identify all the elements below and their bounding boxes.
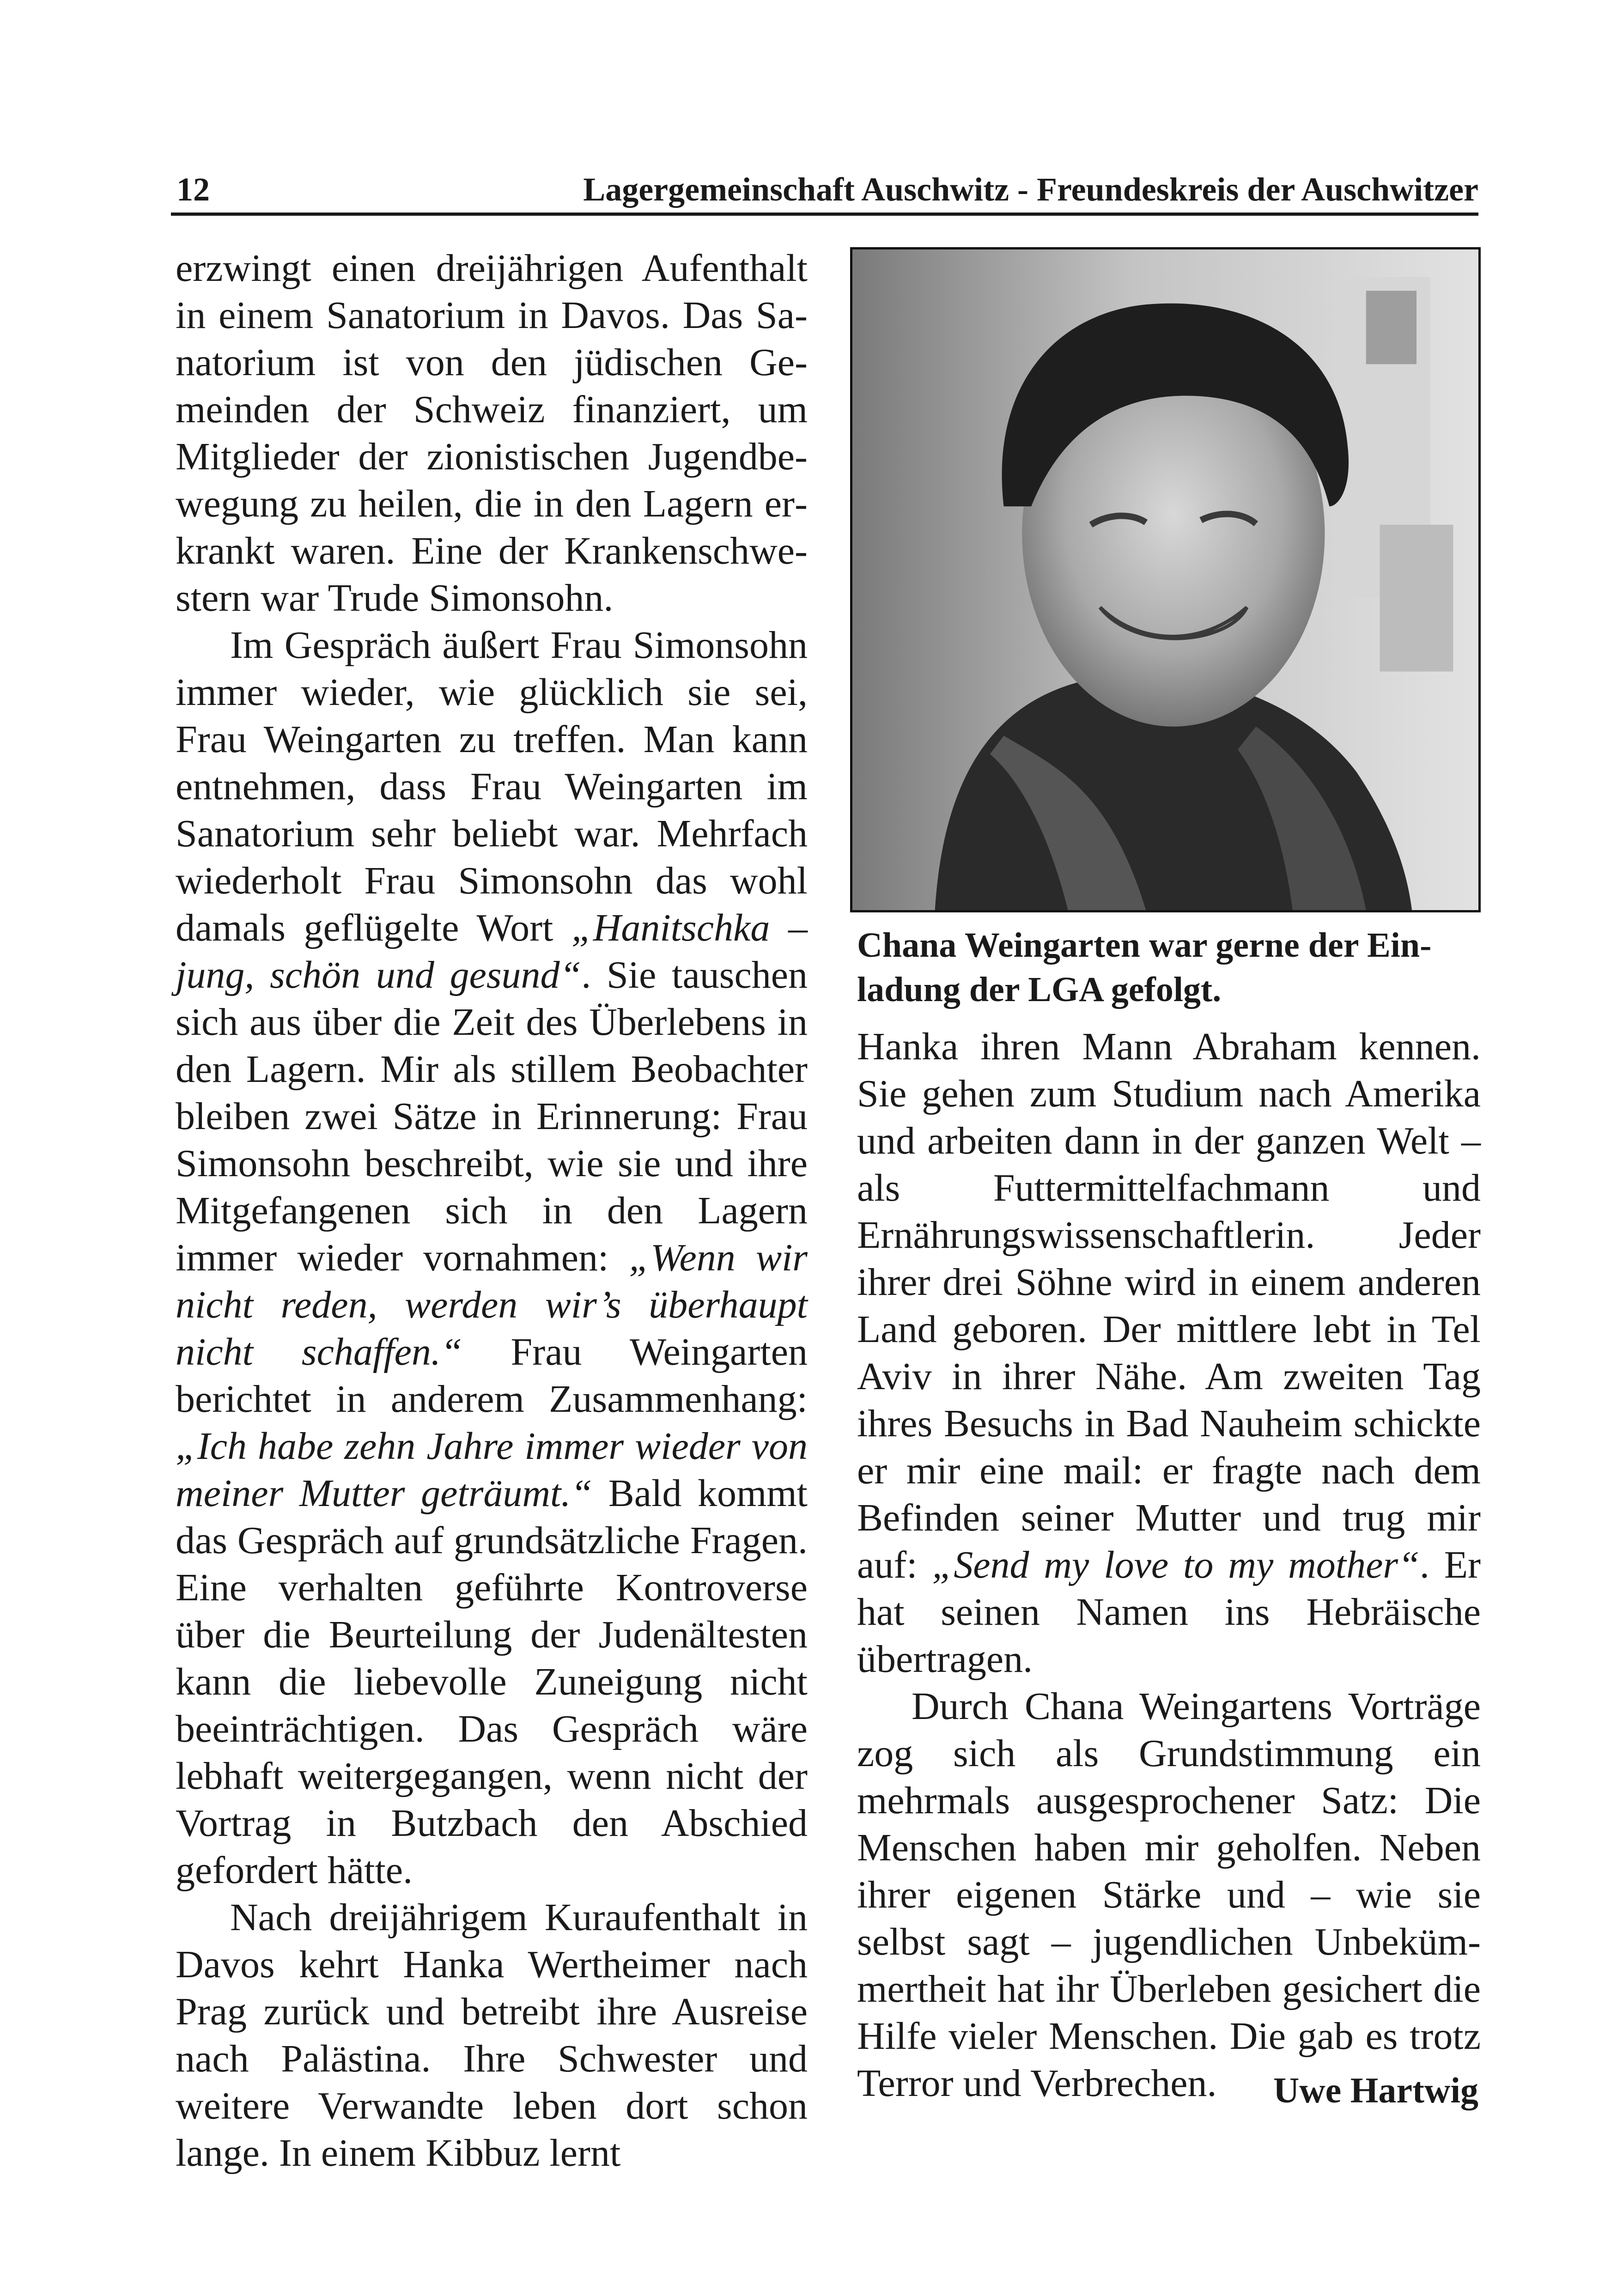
paragraph [176, 1894, 808, 2177]
author-signature: Uwe Hartwig [1273, 2070, 1478, 2110]
paragraph-text: Durch Chana Weingartens Vorträge zog sich als Grundstimmung ein mehrmals ausgesprochener Satz: Die Menschen haben mir geholfen. Neben ihrer eigenen Stärke und – wie sie selbst sagt – jugendlichen Unbekümmertheit hat ihr Überleben gesichert die Hilfe vieler Menschen. Die gab es trotz Terror und Verbrechen. [857, 1685, 1481, 2105]
portrait-photo [850, 247, 1481, 912]
paragraph-text: Bald kommt das Gespräch auf grundsätzliche Fragen. Eine verhalten geführte Kontroverse über die Beurteilung der Judenältesten kann die liebevolle Zuneigung nicht beeinträchtigen. Das Gespräch wäre lebhaft weitergegangen, wenn nicht der Vortrag in Butzbach den Abschied gefordert hätte. [176, 1472, 808, 1892]
left-column [176, 245, 808, 2177]
paragraph [176, 622, 808, 1894]
paragraph [857, 1683, 1481, 2110]
quote: „Ich habe zehn Jahre immer wieder von meiner Mutter geträumt.“ [176, 1425, 808, 1515]
paragraph-text: Im Gespräch äußert Frau Simonsohn immer wieder, wie glücklich sie sei, Frau Weingarten zu treffen. Man kann entnehmen, dass Frau Weingarten im Sanatorium sehr beliebt war. Mehrfach wiederholt Frau Simonsohn das wohl damals geflügelte Wort [176, 624, 808, 949]
photo-caption: Chana Weingarten war gerne der Einladung der LGA gefolgt. [857, 926, 1432, 1009]
right-column [857, 1023, 1481, 2110]
page-header [171, 158, 1478, 216]
paragraph-text: Hanka ihren Mann Abraham kennen. Sie gehen zum Studium nach Amerika und arbeiten dann in der ganzen Welt – als Futtermittelfachmann und Ernährungswissenschaftlerin. Jeder ihrer drei Söhne wird in einem anderen Land geboren. Der mittlere lebt in Tel Aviv in ihrer Nähe. Am zweiten Tag ihres Besuchs in Bad Nauheim schickte er mir eine mail: er fragte nach dem Befinden seiner Mutter und trug mir auf: [857, 1025, 1481, 1586]
running-title: Lagergemeinschaft Auschwitz - Freundeskreis der Auschwitzer [583, 171, 1478, 208]
quote: „Send my love to my mother“ [932, 1543, 1420, 1586]
portrait-illustration [852, 249, 1478, 910]
paragraph-text: Frau Weingarten berichtet in anderem Zusammenhang: [176, 1330, 808, 1421]
paragraph-text: . Sie tauschen sich aus über die Zeit des Überlebens in den Lagern. Mir als stillem Beobachter bleiben zwei Sätze in Erinnerung: Frau Simonsohn beschreibt, wie sie und ihre Mitgefangenen sich in den Lagern immer wieder vornahmen: [176, 954, 808, 1279]
quote: „Wenn wir nicht reden, werden wir’s überhaupt nicht schaffen.“ [176, 1236, 808, 1373]
page-number: 12 [176, 171, 210, 208]
paragraph [857, 1023, 1481, 1683]
paragraph [176, 245, 808, 622]
paragraph-text: Nach dreijährigem Kuraufenthalt in Davos kehrt Hanka Wertheimer nach Prag zurück und betreibt ihre Ausreise nach Palästina. Ihre Schwester und weitere Verwandte leben dort schon lange. In einem Kibbuz lernt [176, 1896, 808, 2175]
paragraph-text: . Er hat seinen Namen ins Hebräische übertragen. [857, 1543, 1481, 1681]
paragraph-text: erzwingt einen dreijährigen Aufenthalt in einem Sanatorium in Davos. Das Sanatorium ist von den jüdischen Gemeinden der Schweiz finanziert, um Mitglieder der zionistischen Jugendbewegung zu heilen, die in den Lagern erkrankt waren. Eine der Krankenschwestern war Trude Simonsohn. [176, 247, 808, 620]
quote: „Hanitschka – jung, schön und gesund“ [176, 906, 808, 996]
